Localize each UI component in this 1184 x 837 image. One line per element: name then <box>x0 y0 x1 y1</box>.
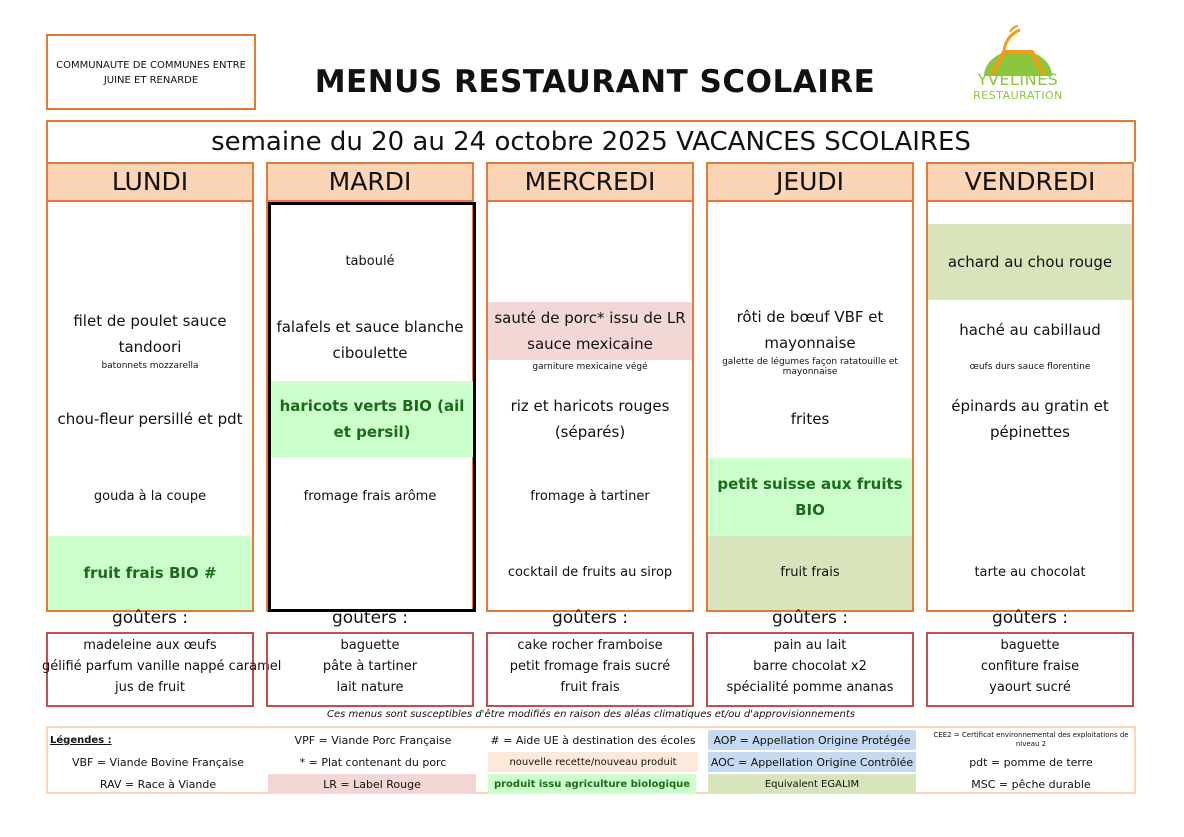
gouter-item: confiture fraise <box>980 659 1080 674</box>
gouter-item: barre chocolat x2 <box>753 659 867 674</box>
dessert-cell: cocktail de fruits au sirop <box>507 565 673 580</box>
gouter-item: jus de fruit <box>114 680 185 695</box>
gouter-item: baguette <box>340 638 400 653</box>
plat-cell <box>928 302 1132 358</box>
gouter-title: goûters : <box>771 608 849 628</box>
entree-cell <box>48 224 252 300</box>
legend-cee2: CEE2 = Certificat environnemental des exploitations de niveau 2 <box>933 731 1129 748</box>
legend-bio: produit issu agriculture biologique <box>488 774 696 794</box>
legend-nouvelle: nouvelle recette/nouveau produit <box>488 752 698 772</box>
plat-text: haché au cabillaud <box>959 321 1101 339</box>
gouter-box-mardi <box>266 632 474 707</box>
legend-aop: AOP = Appellation Origine Protégée <box>708 730 916 750</box>
gouter-title: goûters : <box>551 608 629 628</box>
day-header: JEUDI <box>708 162 912 202</box>
day-column-mardi <box>266 162 474 612</box>
page-title: MENUS RESTAURANT SCOLAIRE <box>314 64 876 100</box>
day-header: MARDI <box>268 162 472 202</box>
gouter-title: goûters : <box>111 608 189 628</box>
day-header: VENDREDI <box>928 162 1132 202</box>
organization-box <box>46 34 256 110</box>
gouter-box-lundi <box>42 632 282 707</box>
dessert-cell: fruit frais <box>708 536 912 610</box>
day-column-mercredi <box>486 162 694 612</box>
gouter-box-mercredi <box>486 632 694 707</box>
entree-cell <box>488 224 692 300</box>
entree-cell <box>708 224 912 300</box>
plat-alt-text: galette de légumes façon ratatouille et mayonnaise <box>722 357 898 377</box>
org-line-2: JUINE ET RENARDE <box>103 75 199 86</box>
accomp-cell: riz et haricots rouges (séparés) <box>510 397 670 441</box>
plat-text: sauté de porc* issu de LR sauce mexicaine <box>494 309 686 353</box>
gouter-title: goûters : <box>991 608 1069 628</box>
plat-text: filet de poulet sauce tandoori <box>73 312 227 356</box>
accomp-cell: chou-fleur persillé et pdt <box>57 410 243 428</box>
plat-alt-text: œufs durs sauce florentine <box>969 362 1091 372</box>
plat-cell <box>268 300 472 380</box>
entree-cell: achard au chou rouge <box>928 224 1132 300</box>
gouter-box-jeudi <box>706 632 914 707</box>
plat-alt-cell <box>488 360 692 374</box>
legend-title: Légendes : <box>50 734 112 746</box>
day-header: MERCREDI <box>488 162 692 202</box>
plat-text: falafels et sauce blanche ciboulette <box>276 318 464 362</box>
plat-cell <box>708 302 912 358</box>
legend-aoc: AOC = Appellation Origine Contrôlée <box>708 752 916 772</box>
entree-cell: taboulé <box>345 254 395 269</box>
plat-cell <box>488 302 692 360</box>
legend-aide-ue: # = Aide UE à destination des écoles <box>490 733 696 747</box>
disclaimer: Ces menus sont susceptibles d'être modifiés en raison des aléas climatiques et/ou d'approvisionnements <box>326 709 856 720</box>
gouter-item: yaourt sucré <box>989 680 1071 695</box>
plat-alt-cell <box>708 356 912 378</box>
plat-alt-cell <box>928 360 1132 374</box>
fromage-cell: gouda à la coupe <box>93 489 207 504</box>
logo-text-yvelines: YVELINES <box>977 70 1059 89</box>
gouter-item: petit fromage frais sucré <box>509 659 671 674</box>
legend-pdt: pdt = pomme de terre <box>969 755 1093 769</box>
accomp-cell: frites <box>790 410 830 428</box>
fromage-cell: fromage à tartiner <box>530 489 650 504</box>
gouter-item: pain au lait <box>773 638 847 653</box>
legend-lr: LR = Label Rouge <box>268 774 476 794</box>
fromage-cell <box>928 458 1132 536</box>
logo-text-restauration: RESTAURATION <box>973 89 1063 102</box>
legend-porc: * = Plat contenant du porc <box>299 755 447 769</box>
fromage-cell: petit suisse aux fruits BIO <box>708 458 912 536</box>
plat-alt-text: garniture mexicaine végé <box>532 362 648 372</box>
week-banner: semaine du 20 au 24 octobre 2025 VACANCES SCOLAIRES <box>46 120 1136 162</box>
day-column-lundi <box>46 162 254 612</box>
plat-text: rôti de bœuf VBF et mayonnaise <box>736 308 884 352</box>
gouter-item: lait nature <box>336 680 404 695</box>
gouter-item: cake rocher framboise <box>517 638 663 653</box>
dessert-cell: tarte au chocolat <box>974 565 1086 580</box>
gouter-item: fruit frais <box>560 680 620 695</box>
legend-vbf: VBF = Viande Bovine Française <box>71 755 245 769</box>
day-column-jeudi <box>706 162 914 612</box>
gouter-item: baguette <box>1000 638 1060 653</box>
gouter-item: pâte à tartiner <box>322 659 418 674</box>
legend-msc: MSC = pêche durable <box>971 777 1091 791</box>
day-column-vendredi <box>926 162 1134 612</box>
accomp-cell: haricots verts BIO (ail et persil) <box>271 381 473 457</box>
legend-egalim: Equivalent EGALIM <box>708 774 916 794</box>
dessert-cell: fruit frais BIO # <box>48 536 252 610</box>
legend-rav: RAV = Race à Viande <box>99 777 217 791</box>
legend-box <box>46 726 1136 794</box>
accomp-cell: épinards au gratin et pépinettes <box>951 397 1109 441</box>
dessert-cell <box>268 536 472 610</box>
plat-cell <box>48 300 252 380</box>
legend-vpf: VPF = Viande Porc Française <box>294 733 452 747</box>
gouter-title: goûters : <box>331 608 409 628</box>
day-header: LUNDI <box>48 162 252 202</box>
plat-alt-text: batonnets mozzarella <box>101 361 199 371</box>
gouter-box-vendredi <box>926 632 1134 707</box>
fromage-cell: fromage frais arôme <box>303 489 437 504</box>
gouter-item: gélifié parfum vanille nappé caramel <box>42 659 282 674</box>
gouter-item: spécialité pomme ananas <box>726 680 894 695</box>
org-line-1: COMMUNAUTE DE COMMUNES ENTRE <box>56 60 246 71</box>
gouter-item: madeleine aux œufs <box>83 638 217 653</box>
